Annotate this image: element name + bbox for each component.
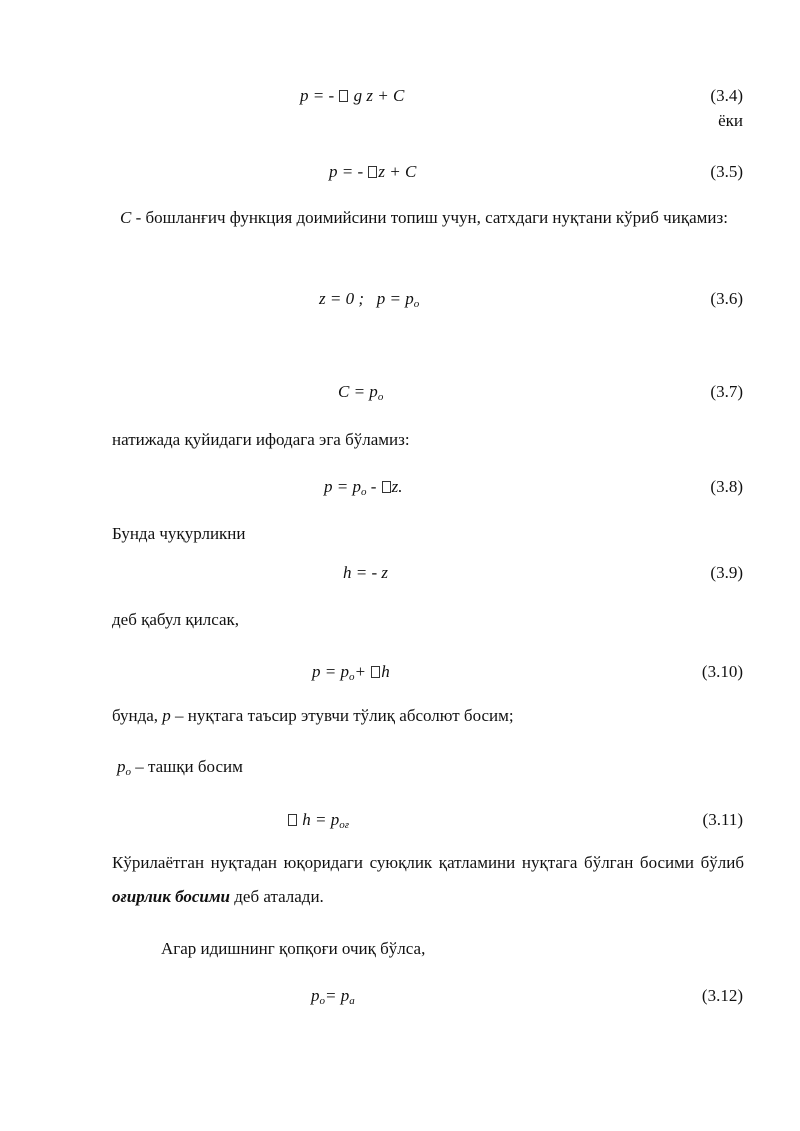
equation-text: p = p [324,477,361,496]
equation-text: h = - z [343,563,388,582]
equation-text: h [381,662,390,681]
paragraph-text: – ташқи босим [131,757,243,776]
equation-text: - [366,477,381,496]
equation-text: C = p [338,382,378,401]
equation-3-10 [312,662,390,683]
equation-label-3-12: (3.12) [701,986,743,1005]
paragraph-constant-c [112,201,744,235]
equation-subscript: o [360,486,367,498]
equation-3-12 [311,986,355,1007]
paragraph-external-pressure [117,757,243,778]
equation-text: = p [325,986,350,1005]
missing-glyph-icon [368,166,377,178]
equation-text: p = p [312,662,349,681]
conjunction-eki: ёки [718,111,743,130]
equation-subscript: o [319,995,325,1007]
emphasized-term: оғирлик босими [112,887,230,906]
equation-subscript: oғ [339,819,350,831]
equation-3-11 [287,810,349,831]
equation-3-8 [324,477,403,498]
equation-3-5 [329,162,416,182]
equation-text: h = p [298,810,340,829]
paragraph-absolute-pressure [112,706,514,726]
equation-subscript: a [349,995,355,1007]
equation-text: g z + C [349,86,405,105]
paragraph-text: Кўрилаётган нуқтадан юқоридаги суюқлик қатламини нуқтага бўлган босими бўлиб [112,853,744,872]
equation-label-3-4: (3.4) [710,86,743,105]
symbol-p: p [117,757,126,776]
symbol-c: C [120,208,132,227]
equation-3-9 [343,563,388,583]
paragraph-text: деб аталади. [230,887,324,906]
paragraph-assume: деб қабул қилсак, [112,610,240,629]
equation-text: p = - [300,86,339,105]
paragraph-gravity-pressure [112,846,744,914]
missing-glyph-icon [339,90,348,102]
equation-text: z = 0 ; p = p [319,289,414,308]
symbol-p: p [162,706,171,725]
equation-3-4 [300,86,404,106]
paragraph-text: - бошланғич функция доимийсини топиш учун, сатхдаги нуқтани кўриб чиқамиз: [131,208,728,227]
paragraph-text: бунда, [112,706,163,725]
equation-text: p = - [329,162,368,181]
paragraph-open-lid: Агар идишнинг қопқоғи очиқ бўлса, [161,939,426,958]
equation-label-3-6: (3.6) [710,289,743,308]
missing-glyph-icon [382,481,391,493]
equation-text: p [311,986,320,1005]
symbol-subscript: o [125,766,131,778]
paragraph-text: – нуқтага таъсир этувчи тўлиқ абсолют босим; [170,706,514,725]
equation-label-3-7: (3.7) [710,382,743,401]
missing-glyph-icon [371,666,380,678]
equation-text: + [354,662,371,681]
equation-3-7 [338,382,383,403]
equation-text: z. [391,477,403,496]
equation-3-6 [319,289,419,310]
equation-label-3-9: (3.9) [710,563,743,582]
equation-label-3-5: (3.5) [710,162,743,181]
paragraph-result: натижада қуйидаги ифодага эга бўламиз: [112,430,410,449]
equation-label-3-10: (3.10) [701,662,743,681]
equation-subscript: o [348,671,355,683]
equation-subscript: o [413,298,420,310]
equation-label-3-11: (3.11) [702,810,743,829]
missing-glyph-icon [288,814,297,826]
equation-label-3-8: (3.8) [710,477,743,496]
equation-subscript: o [377,391,384,403]
equation-text: z + C [378,162,417,181]
paragraph-depth: Бунда чуқурликни [112,524,246,543]
